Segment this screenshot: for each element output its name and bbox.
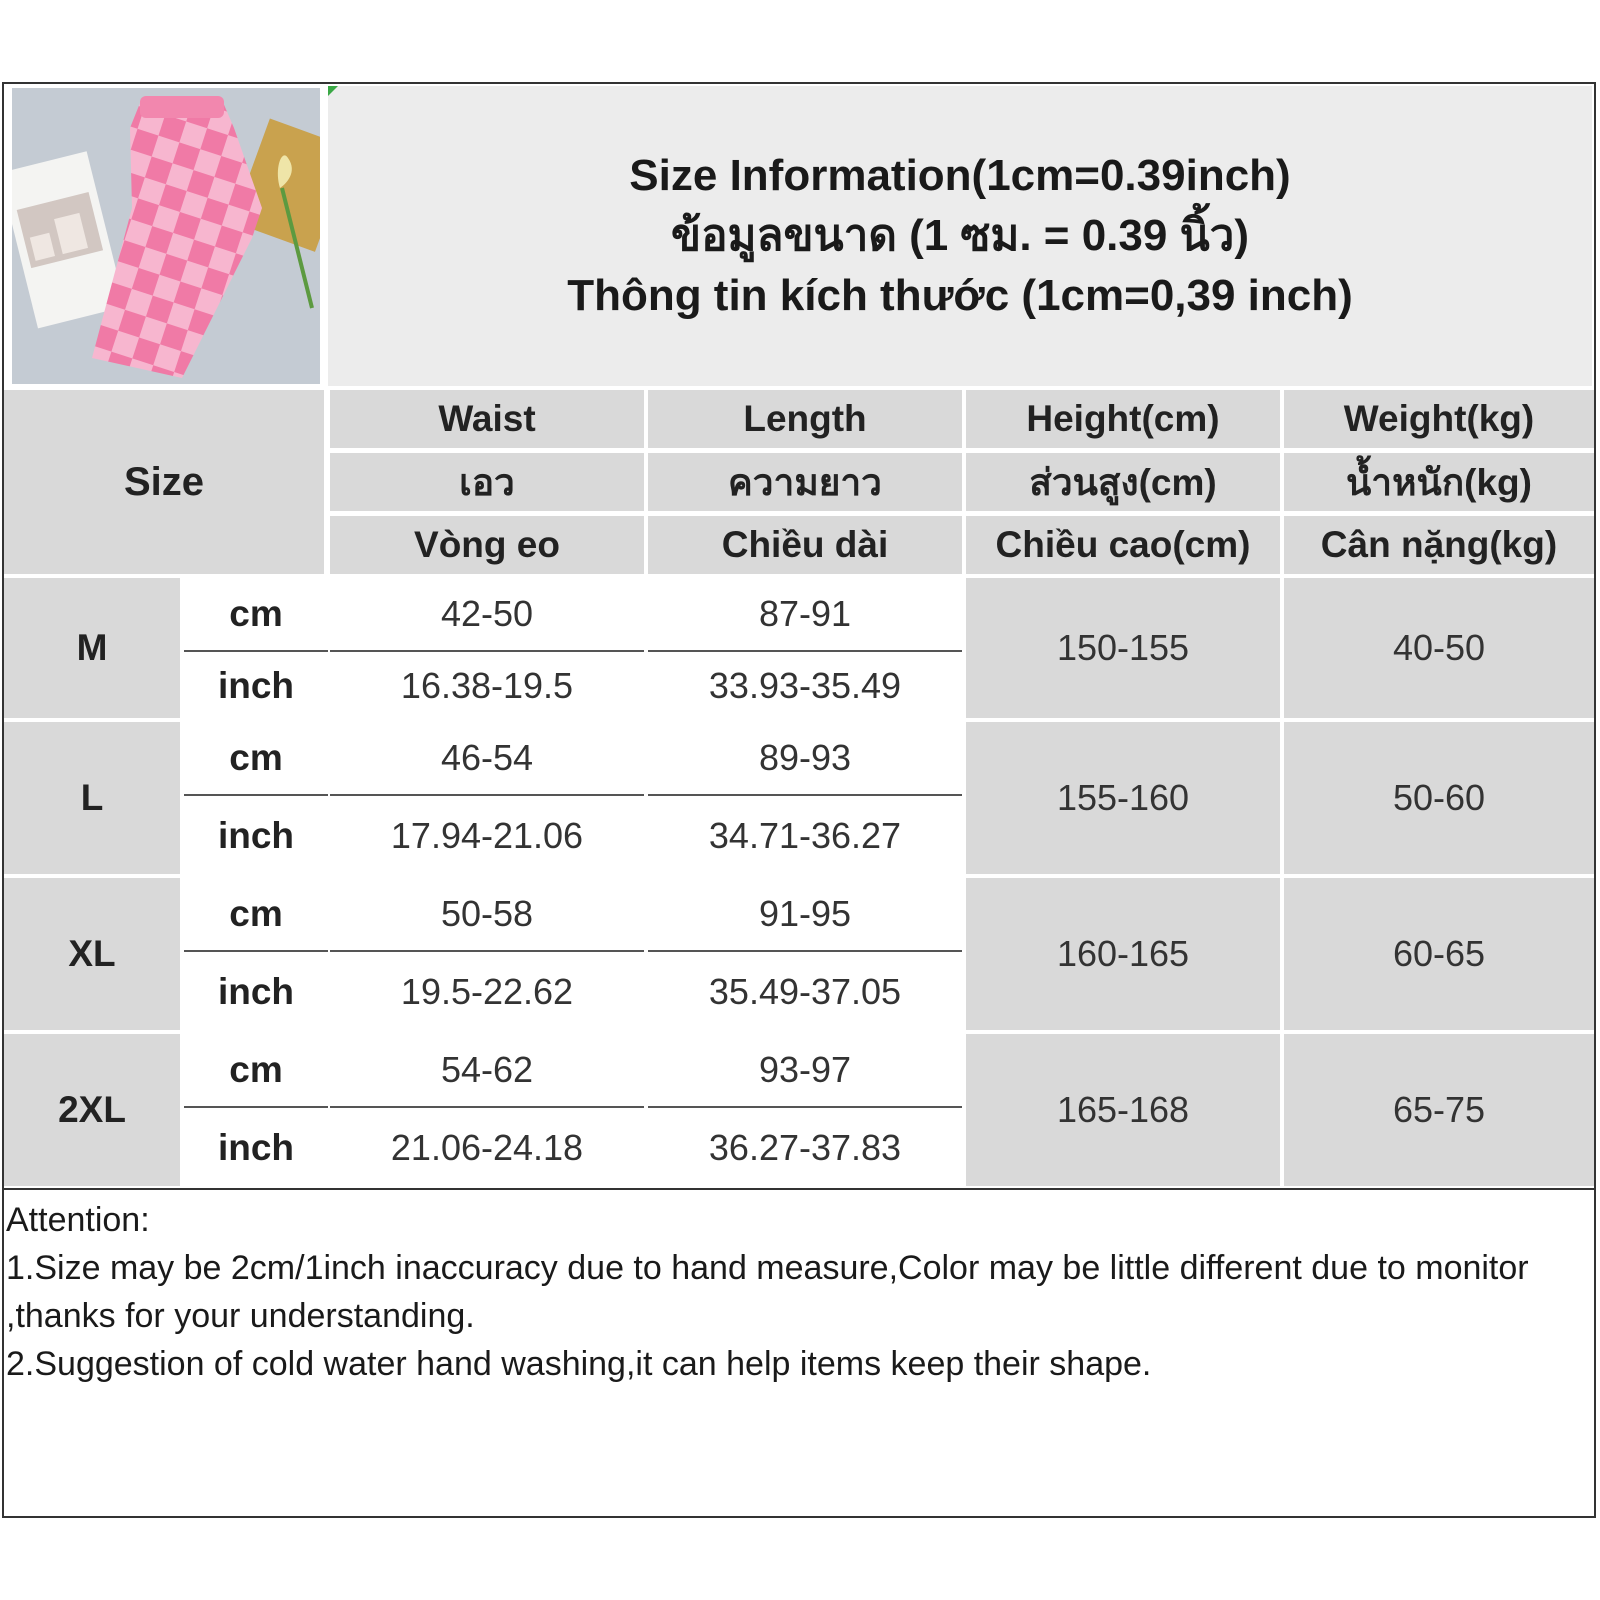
2xl-length-inch: 36.27-37.83 <box>648 1110 962 1186</box>
size-label-l: L <box>4 722 180 874</box>
size-label-2xl: 2XL <box>4 1034 180 1186</box>
size-header: Size <box>4 390 324 574</box>
l-waist-cm: 46-54 <box>330 722 644 796</box>
unit-inch: inch <box>184 654 328 718</box>
unit-cm: cm <box>184 878 328 952</box>
unit-inch: inch <box>184 1110 328 1186</box>
col-waist-th: เอว <box>330 453 644 511</box>
col-height-en: Height(cm) <box>966 390 1280 448</box>
l-waist-inch: 17.94-21.06 <box>330 798 644 874</box>
col-height-vi: Chiều cao(cm) <box>966 516 1280 574</box>
attention-notes <box>6 1196 1586 1388</box>
xl-length-inch: 35.49-37.05 <box>648 954 962 1030</box>
2xl-height: 165-168 <box>966 1034 1280 1186</box>
unit-cm: cm <box>184 578 328 652</box>
m-height: 150-155 <box>966 578 1280 718</box>
col-weight-en: Weight(kg) <box>1284 390 1594 448</box>
m-waist-cm: 42-50 <box>330 578 644 652</box>
size-label-xl: XL <box>4 878 180 1030</box>
m-length-cm: 87-91 <box>648 578 962 652</box>
l-weight: 50-60 <box>1284 722 1594 874</box>
table-divider <box>2 1188 1596 1190</box>
col-length-th: ความยาว <box>648 453 962 511</box>
m-waist-inch: 16.38-19.5 <box>330 654 644 718</box>
title-vietnamese: Thông tin kích thước (1cm=0,39 inch) <box>567 271 1353 320</box>
title-thai: ข้อมูลขนาด (1 ซม. = 0.39 นิ้ว) <box>670 211 1249 260</box>
m-weight: 40-50 <box>1284 578 1594 718</box>
product-photo <box>12 88 320 384</box>
xl-waist-cm: 50-58 <box>330 878 644 952</box>
attention-note-2: 2.Suggestion of cold water hand washing,it can help items keep their shape. <box>6 1345 1152 1383</box>
col-length-vi: Chiều dài <box>648 516 962 574</box>
pants-image <box>12 88 320 384</box>
xl-height: 160-165 <box>966 878 1280 1030</box>
col-weight-vi: Cân nặng(kg) <box>1284 516 1594 574</box>
2xl-weight: 65-75 <box>1284 1034 1594 1186</box>
corner-marker <box>328 86 338 96</box>
xl-waist-inch: 19.5-22.62 <box>330 954 644 1030</box>
col-waist-en: Waist <box>330 390 644 448</box>
xl-weight: 60-65 <box>1284 878 1594 1030</box>
2xl-length-cm: 93-97 <box>648 1034 962 1108</box>
unit-cm: cm <box>184 722 328 796</box>
l-height: 155-160 <box>966 722 1280 874</box>
col-length-en: Length <box>648 390 962 448</box>
col-waist-vi: Vòng eo <box>330 516 644 574</box>
unit-inch: inch <box>184 954 328 1030</box>
xl-length-cm: 91-95 <box>648 878 962 952</box>
2xl-waist-cm: 54-62 <box>330 1034 644 1108</box>
size-label-m: M <box>4 578 180 718</box>
attention-note-1: 1.Size may be 2cm/1inch inaccuracy due to hand measure,Color may be little different due to monitor ,thanks for your understanding. <box>6 1249 1529 1335</box>
col-weight-th: น้ำหนัก(kg) <box>1284 453 1594 511</box>
l-length-cm: 89-93 <box>648 722 962 796</box>
2xl-waist-inch: 21.06-24.18 <box>330 1110 644 1186</box>
m-length-inch: 33.93-35.49 <box>648 654 962 718</box>
unit-inch: inch <box>184 798 328 874</box>
col-height-th: ส่วนสูง(cm) <box>966 453 1280 511</box>
title-english: Size Information(1cm=0.39inch) <box>629 151 1291 200</box>
unit-cm: cm <box>184 1034 328 1108</box>
title-block <box>328 86 1592 386</box>
l-length-inch: 34.71-36.27 <box>648 798 962 874</box>
attention-heading: Attention: <box>6 1201 150 1239</box>
